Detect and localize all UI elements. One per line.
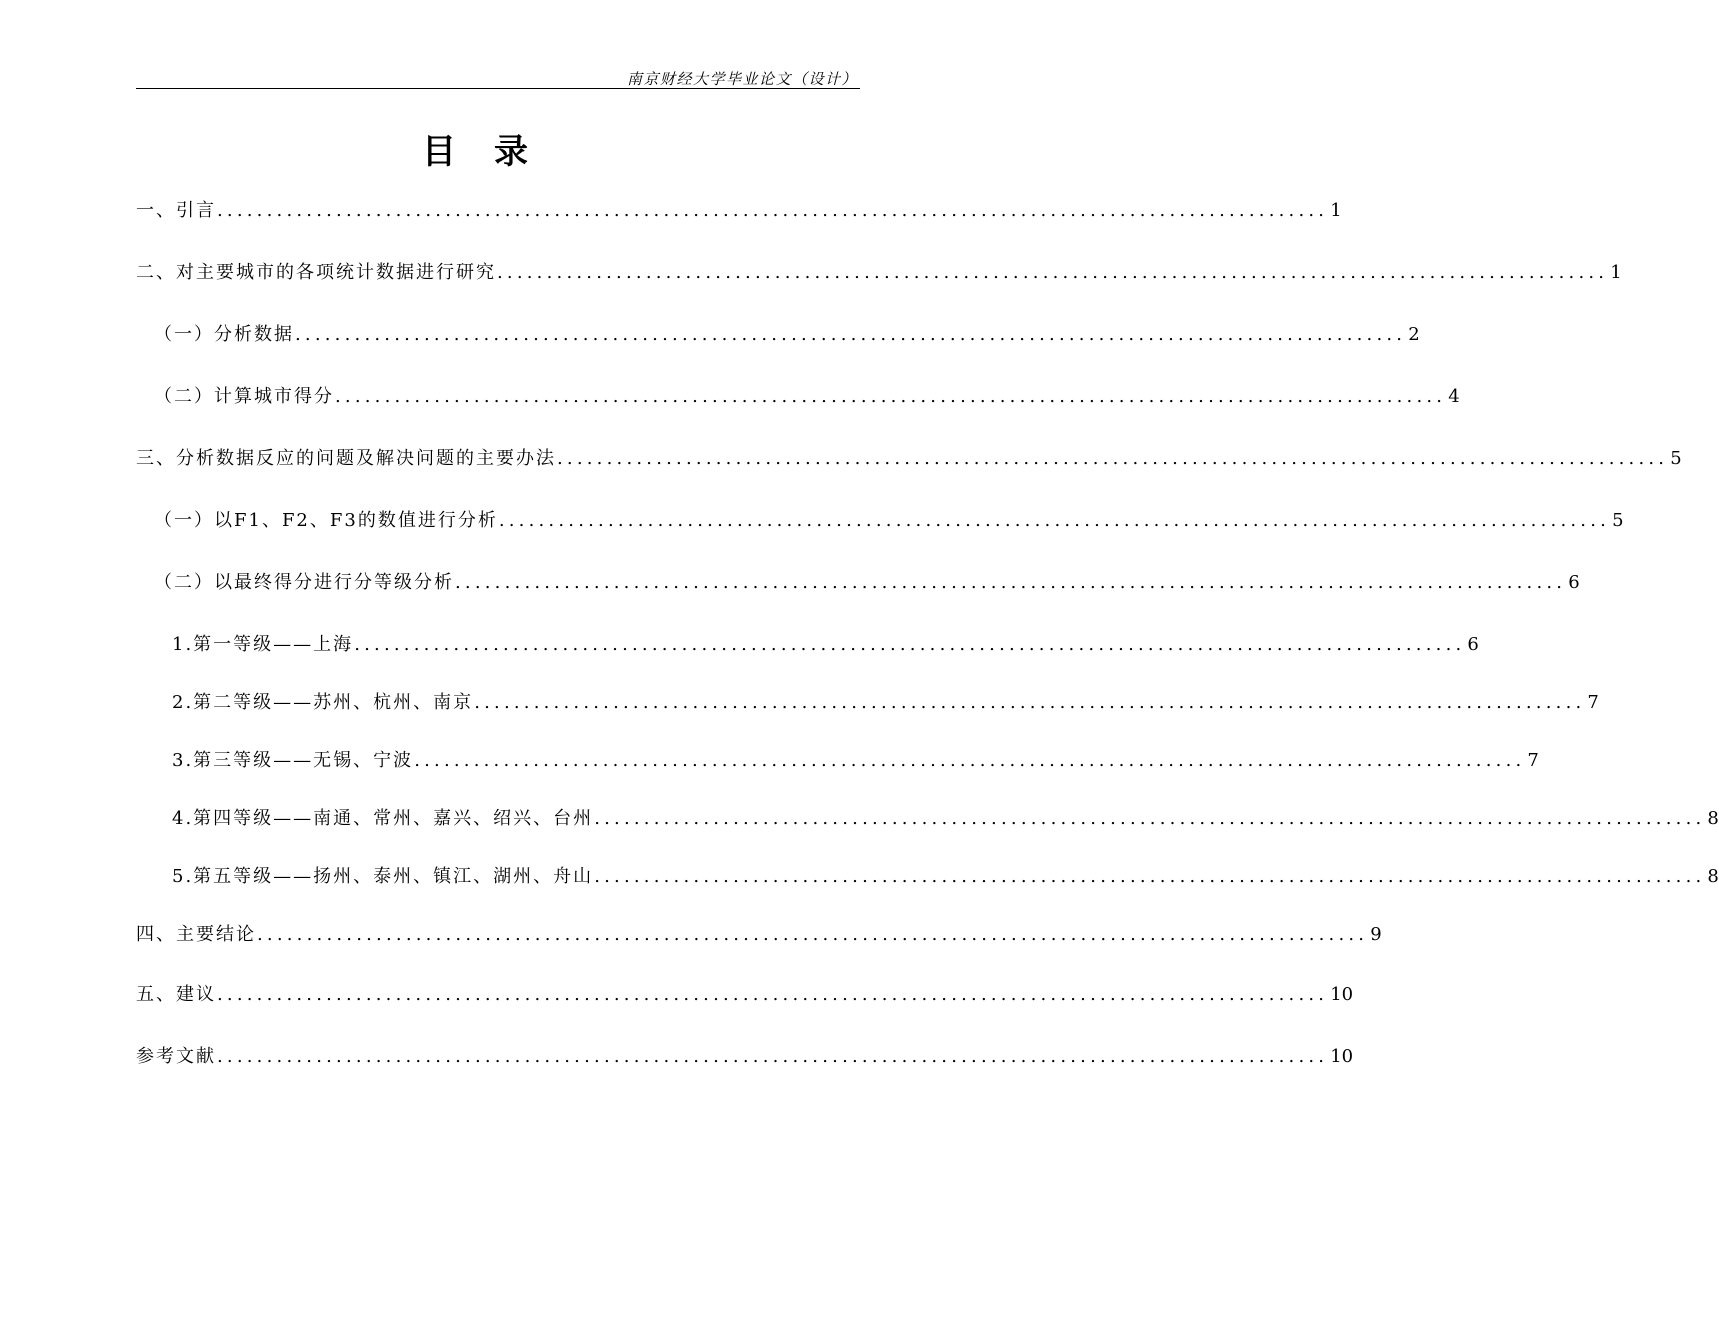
header-rule xyxy=(136,88,860,89)
toc-entry-page: 1 xyxy=(1610,262,1622,283)
toc-leader-dots: ................................................................................................................ xyxy=(594,866,1706,887)
toc-leader-dots: ................................................................................................................ xyxy=(594,808,1706,829)
toc-entry[interactable] xyxy=(154,506,1624,536)
toc-entry[interactable] xyxy=(172,746,1539,776)
toc-entry-label: 3.第三等级——无锡、宁波 xyxy=(172,750,414,771)
toc-entry[interactable] xyxy=(154,320,1420,350)
toc-entry-label: （二）计算城市得分 xyxy=(154,386,334,407)
toc-entry[interactable] xyxy=(154,382,1460,412)
toc-entry[interactable] xyxy=(172,804,1719,834)
toc-entry-label: 5.第五等级——扬州、泰州、镇江、湖州、舟山 xyxy=(172,866,594,887)
toc-entry[interactable] xyxy=(172,688,1599,718)
toc-entry-page: 5 xyxy=(1670,448,1682,469)
toc-leader-dots: ................................................................................................................ xyxy=(455,572,1567,593)
toc-entry-page: 5 xyxy=(1612,510,1624,531)
toc-leader-dots: ................................................................................................................ xyxy=(557,448,1669,469)
running-header: 南京财经大学毕业论文（设计） xyxy=(626,70,858,88)
toc-entry-page: 6 xyxy=(1568,572,1580,593)
toc-leader-dots: ................................................................................................................ xyxy=(217,200,1329,221)
toc-entry[interactable] xyxy=(136,258,1622,288)
toc-leader-dots: ................................................................................................................ xyxy=(414,750,1526,771)
toc-entry[interactable] xyxy=(172,862,1719,892)
toc-entry-label: 2.第二等级——苏州、杭州、南京 xyxy=(172,692,474,713)
toc-entry-label: 一、引言 xyxy=(136,200,216,221)
toc-entry-page: 9 xyxy=(1370,924,1382,945)
toc-entry-label: 三、分析数据反应的问题及解决问题的主要办法 xyxy=(136,448,556,469)
toc-entry-page: 6 xyxy=(1467,634,1479,655)
toc-entry[interactable] xyxy=(136,196,1342,226)
toc-entry[interactable] xyxy=(154,568,1580,598)
toc-leader-dots: ................................................................................................................ xyxy=(217,984,1329,1005)
toc-entry-label: 五、建议 xyxy=(136,984,216,1005)
toc-entry-page: 7 xyxy=(1587,692,1599,713)
toc-entry[interactable] xyxy=(136,1042,1354,1072)
toc-leader-dots: ................................................................................................................ xyxy=(497,262,1609,283)
toc-leader-dots: ................................................................................................................ xyxy=(217,1046,1329,1067)
toc-entry-page: 1 xyxy=(1330,200,1342,221)
toc-entry[interactable] xyxy=(136,444,1682,474)
toc-entry-page: 4 xyxy=(1448,386,1460,407)
toc-leader-dots: ................................................................................................................ xyxy=(354,634,1466,655)
toc-entry-label: （一）以F1、F2、F3的数值进行分析 xyxy=(154,510,498,531)
toc-entry-label: 四、主要结论 xyxy=(136,924,256,945)
toc-entry-label: （一）分析数据 xyxy=(154,324,294,345)
toc-leader-dots: ................................................................................................................ xyxy=(257,924,1369,945)
toc-entry-label: 参考文献 xyxy=(136,1046,216,1067)
toc-leader-dots: ................................................................................................................ xyxy=(498,510,1611,531)
toc-entry[interactable] xyxy=(136,920,1382,950)
toc-entry[interactable] xyxy=(172,630,1479,660)
toc-entry-page: 8 xyxy=(1707,808,1719,829)
toc-entry-page: 7 xyxy=(1527,750,1539,771)
toc-leader-dots: ................................................................................................................ xyxy=(295,324,1407,345)
toc-entry-page: 10 xyxy=(1330,984,1354,1005)
toc-entry-label: （二）以最终得分进行分等级分析 xyxy=(154,572,454,593)
toc-entry-label: 4.第四等级——南通、常州、嘉兴、绍兴、台州 xyxy=(172,808,594,829)
toc-title: 目录 xyxy=(422,132,566,172)
toc-entry-label: 二、对主要城市的各项统计数据进行研究 xyxy=(136,262,496,283)
toc-leader-dots: ................................................................................................................ xyxy=(335,386,1447,407)
toc-entry-page: 10 xyxy=(1330,1046,1354,1067)
toc-entry[interactable] xyxy=(136,980,1354,1010)
toc-entry-page: 2 xyxy=(1408,324,1420,345)
toc-leader-dots: ................................................................................................................ xyxy=(474,692,1586,713)
toc-entry-label: 1.第一等级——上海 xyxy=(172,634,354,655)
toc-entry-page: 8 xyxy=(1707,866,1719,887)
